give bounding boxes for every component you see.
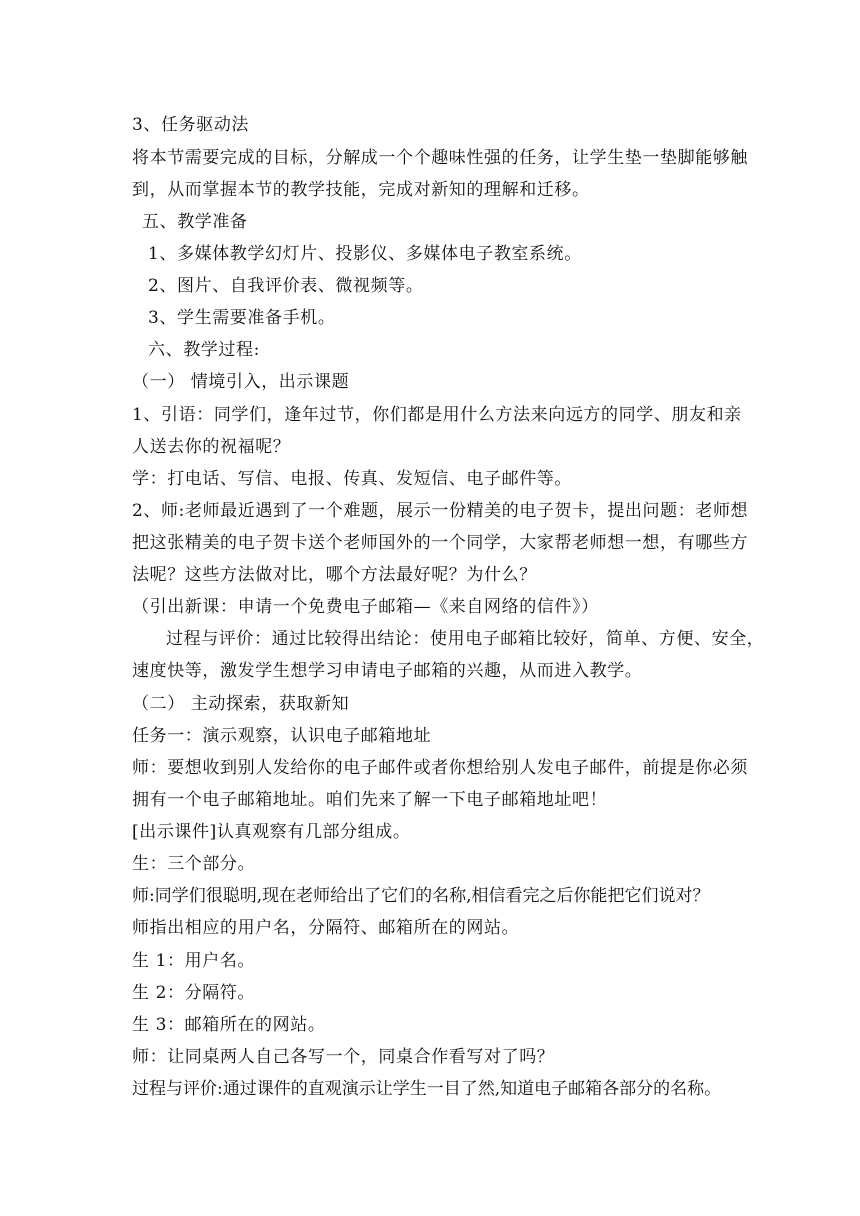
paragraph-line: 法呢？这些方法做对比，哪个方法最好呢？为什么？	[132, 565, 537, 585]
paragraph-line: 过程与评价:通过课件的直观演示让学生一目了然,知道电子邮箱各部分的名称。	[132, 1079, 722, 1099]
paragraph-line: 拥有一个电子邮箱地址。咱们先来了解一下电子邮箱地址吧！	[132, 790, 608, 810]
paragraph-line: 速度快等，激发学生想学习申请电子邮箱的兴趣，从而进入教学。	[132, 661, 643, 681]
paragraph-line: 1、引语：同学们，逢年过节，你们都是用什么方法来向远方的同学、朋友和亲	[132, 405, 742, 425]
paragraph-line: 师：要想收到别人发给你的电子邮件或者你想给别人发电子邮件，前提是你必须	[132, 758, 748, 778]
paragraph-line: [出示课件]认真观察有几部分组成。	[132, 822, 411, 842]
paragraph-line: 将本节需要完成的目标，分解成一个个趣味性强的任务，让学生垫一垫脚能够触	[132, 148, 748, 168]
paragraph-line: 人送去你的祝福呢？	[132, 437, 291, 457]
paragraph-line: 生：三个部分。	[132, 854, 256, 874]
list-item: 1、多媒体教学幻灯片、投影仪、多媒体电子教室系统。	[148, 244, 582, 264]
paragraph-line: 学：打电话、写信、电报、传真、发短信、电子邮件等。	[132, 469, 572, 489]
paragraph-line: 过程与评价：通过比较得出结论：使用电子邮箱比较好，简单、方便、安全，	[166, 629, 765, 649]
paragraph-line: 师:同学们很聪明,现在老师给出了它们的名称,相信看完之后你能把它们说对？	[132, 886, 710, 906]
paragraph-line: 生 2：分隔符。	[132, 983, 256, 1003]
paragraph-line: 2、师:老师最近遇到了一个难题，展示一份精美的电子贺卡，提出问题：老师想	[132, 501, 749, 521]
paragraph-line: 生 3：邮箱所在的网站。	[132, 1015, 326, 1035]
list-item: 2、图片、自我评价表、微视频等。	[148, 276, 424, 296]
subsection-heading: （一） 情境引入，出示课题	[132, 372, 350, 392]
paragraph-line: 师指出相应的用户名，分隔符、邮箱所在的网站。	[132, 918, 520, 938]
paragraph-line: 师：让同桌两人自己各写一个，同桌合作看写对了吗？	[132, 1047, 555, 1067]
paragraph-line: （引出新课：申请一个免费电子邮箱—《来自网络的信件》）	[132, 597, 599, 617]
section-heading-teaching-process: 六、教学过程:	[148, 340, 260, 360]
section-heading-teaching-preparation: 五、教学准备	[142, 212, 248, 232]
task-heading: 任务一：演示观察，认识电子邮箱地址	[132, 726, 432, 746]
section-heading-task-driven-method: 3、任务驱动法	[132, 115, 250, 135]
list-item: 3、学生需要准备手机。	[148, 308, 336, 328]
paragraph-line: 把这张精美的电子贺卡送个老师国外的一个同学，大家帮老师想一想，有哪些方	[132, 533, 748, 553]
paragraph-line: 到，从而掌握本节的教学技能，完成对新知的理解和迁移。	[132, 180, 590, 200]
subsection-heading: （二） 主动探索，获取新知	[132, 694, 350, 714]
paragraph-line: 生 1：用户名。	[132, 951, 256, 971]
